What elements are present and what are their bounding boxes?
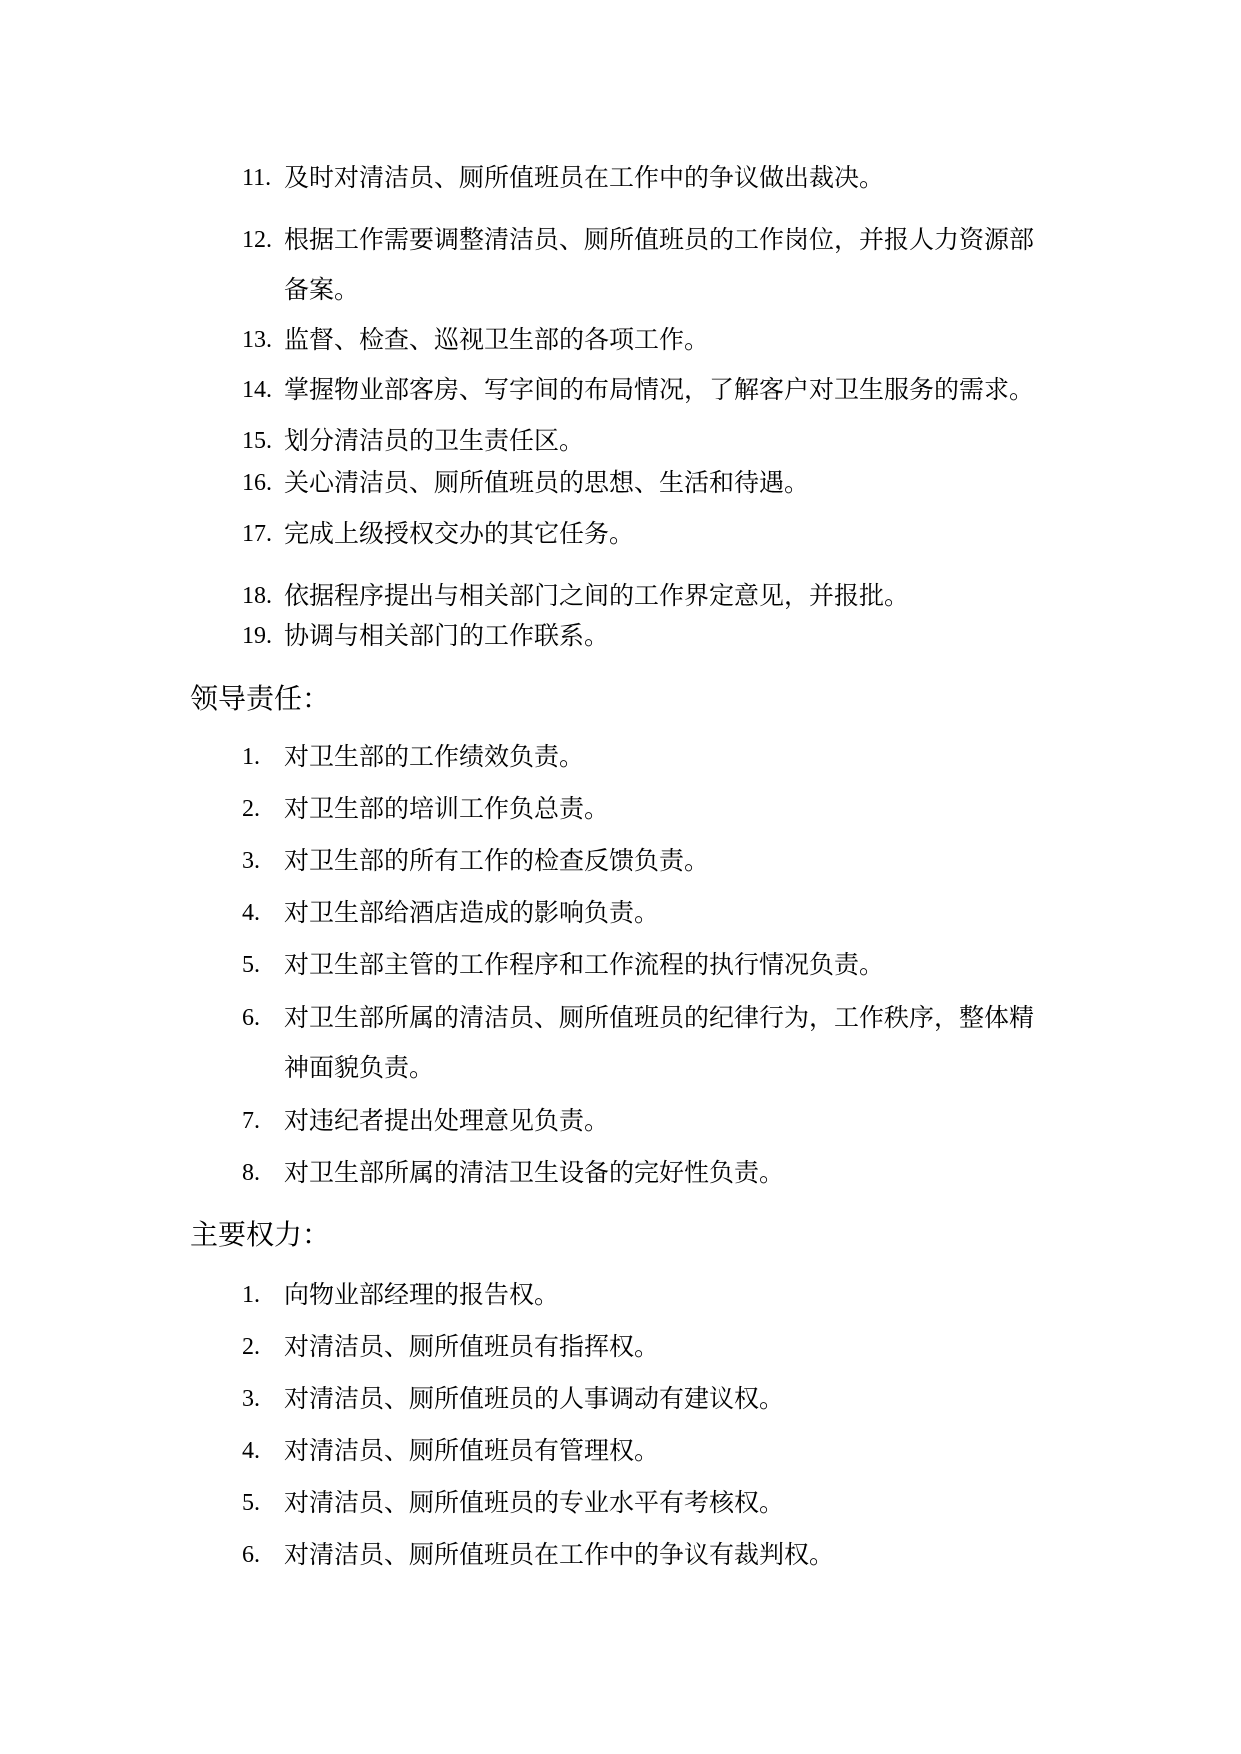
- item-number: 4.: [242, 900, 260, 926]
- item-text-line: 关心清洁员、厕所值班员的思想、生活和待遇。: [284, 468, 810, 497]
- leadership-item-1: [0, 732, 1241, 782]
- item-number: 14.: [242, 377, 272, 403]
- item-number: 11.: [242, 165, 272, 191]
- power-item-5: [0, 1478, 1241, 1528]
- item-text: [284, 732, 584, 782]
- item-number: 18.: [242, 583, 272, 609]
- item-text-line: 神面貌负责。: [284, 1053, 435, 1082]
- item-number: 8.: [242, 1160, 260, 1186]
- item-text: [284, 458, 809, 508]
- item-text: [284, 1426, 659, 1476]
- item-number: 7.: [242, 1108, 260, 1134]
- item-text-line: 划分清洁员的卫生责任区。: [284, 426, 585, 455]
- item-text: [284, 365, 1034, 415]
- leadership-item-2: [0, 784, 1241, 834]
- item-text: [284, 1478, 784, 1528]
- section-heading-powers: 主要权力：: [190, 1218, 331, 1251]
- power-item-4: [0, 1426, 1241, 1476]
- item-text: [284, 1270, 559, 1320]
- item-text: [284, 611, 609, 661]
- item-number: 6.: [242, 1542, 260, 1568]
- duty-item-17: [0, 509, 1241, 559]
- leadership-item-4: [0, 888, 1241, 938]
- item-number: 15.: [242, 428, 272, 454]
- leadership-item-6: [0, 993, 1241, 1093]
- item-number: 3.: [242, 848, 260, 874]
- item-text: [284, 836, 709, 886]
- item-text: [284, 1096, 609, 1146]
- power-item-3: [0, 1374, 1241, 1424]
- section-heading-leadership: 领导责任：: [190, 682, 331, 715]
- item-text-line: 对清洁员、厕所值班员有指挥权。: [284, 1332, 660, 1361]
- duty-item-13: [0, 315, 1241, 365]
- item-number: 1.: [242, 744, 260, 770]
- duty-item-14: [0, 365, 1241, 415]
- leadership-item-5: [0, 940, 1241, 990]
- item-text-line: 对违纪者提出处理意见负责。: [284, 1106, 610, 1135]
- item-text-line: 对清洁员、厕所值班员在工作中的争议有裁判权。: [284, 1540, 835, 1569]
- item-number: 13.: [242, 327, 272, 353]
- item-number: 2.: [242, 1334, 260, 1360]
- power-item-1: [0, 1270, 1241, 1320]
- item-text: [284, 1148, 784, 1198]
- item-text-line: 对卫生部给酒店造成的影响负责。: [284, 898, 660, 927]
- item-text-line: 完成上级授权交办的其它任务。: [284, 519, 635, 548]
- item-text-line: 对清洁员、厕所值班员的人事调动有建议权。: [284, 1384, 785, 1413]
- duty-item-16: [0, 458, 1241, 508]
- item-text: [284, 993, 1034, 1093]
- item-text-line: 对卫生部所属的清洁员、厕所值班员的纪律行为，工作秩序，整体精: [284, 1003, 1035, 1032]
- item-text-line: 对清洁员、厕所值班员的专业水平有考核权。: [284, 1488, 785, 1517]
- item-number: 19.: [242, 623, 272, 649]
- item-number: 2.: [242, 796, 260, 822]
- item-text-line: 对清洁员、厕所值班员有管理权。: [284, 1436, 660, 1465]
- item-number: 16.: [242, 470, 272, 496]
- item-number: 17.: [242, 521, 272, 547]
- item-number: 5.: [242, 952, 260, 978]
- item-text: [284, 784, 609, 834]
- item-number: 6.: [242, 1005, 260, 1031]
- item-text: [284, 153, 884, 203]
- item-text: [284, 1530, 834, 1580]
- item-text-line: 监督、检查、巡视卫生部的各项工作。: [284, 325, 710, 354]
- item-text: [284, 940, 884, 990]
- item-text-line: 依据程序提出与相关部门之间的工作界定意见，并报批。: [284, 581, 910, 610]
- item-text-line: 及时对清洁员、厕所值班员在工作中的争议做出裁决。: [284, 163, 885, 192]
- duty-item-11: [0, 153, 1241, 203]
- duty-item-19: [0, 611, 1241, 661]
- item-number: 1.: [242, 1282, 260, 1308]
- duty-item-12: [0, 215, 1241, 315]
- item-number: 12.: [242, 227, 272, 253]
- item-text: [284, 215, 1034, 315]
- item-text-line: 对卫生部的所有工作的检查反馈负责。: [284, 846, 710, 875]
- item-text-line: 对卫生部的工作绩效负责。: [284, 742, 585, 771]
- item-text-line: 对卫生部的培训工作负总责。: [284, 794, 610, 823]
- item-text: [284, 315, 709, 365]
- item-text: [284, 888, 659, 938]
- power-item-6: [0, 1530, 1241, 1580]
- item-text-line: 向物业部经理的报告权。: [284, 1280, 560, 1309]
- item-text: [284, 1322, 659, 1372]
- power-item-2: [0, 1322, 1241, 1372]
- item-text: [284, 509, 634, 559]
- item-number: 3.: [242, 1386, 260, 1412]
- item-text: [284, 1374, 784, 1424]
- item-text-line: 根据工作需要调整清洁员、厕所值班员的工作岗位，并报人力资源部: [284, 225, 1035, 254]
- item-number: 4.: [242, 1438, 260, 1464]
- item-text-line: 备案。: [284, 275, 360, 304]
- leadership-item-8: [0, 1148, 1241, 1198]
- leadership-item-7: [0, 1096, 1241, 1146]
- item-text-line: 对卫生部所属的清洁卫生设备的完好性负责。: [284, 1158, 785, 1187]
- item-text-line: 协调与相关部门的工作联系。: [284, 621, 610, 650]
- item-number: 5.: [242, 1490, 260, 1516]
- item-text-line: 掌握物业部客房、写字间的布局情况，了解客户对卫生服务的需求。: [284, 375, 1035, 404]
- item-text-line: 对卫生部主管的工作程序和工作流程的执行情况负责。: [284, 950, 885, 979]
- leadership-item-3: [0, 836, 1241, 886]
